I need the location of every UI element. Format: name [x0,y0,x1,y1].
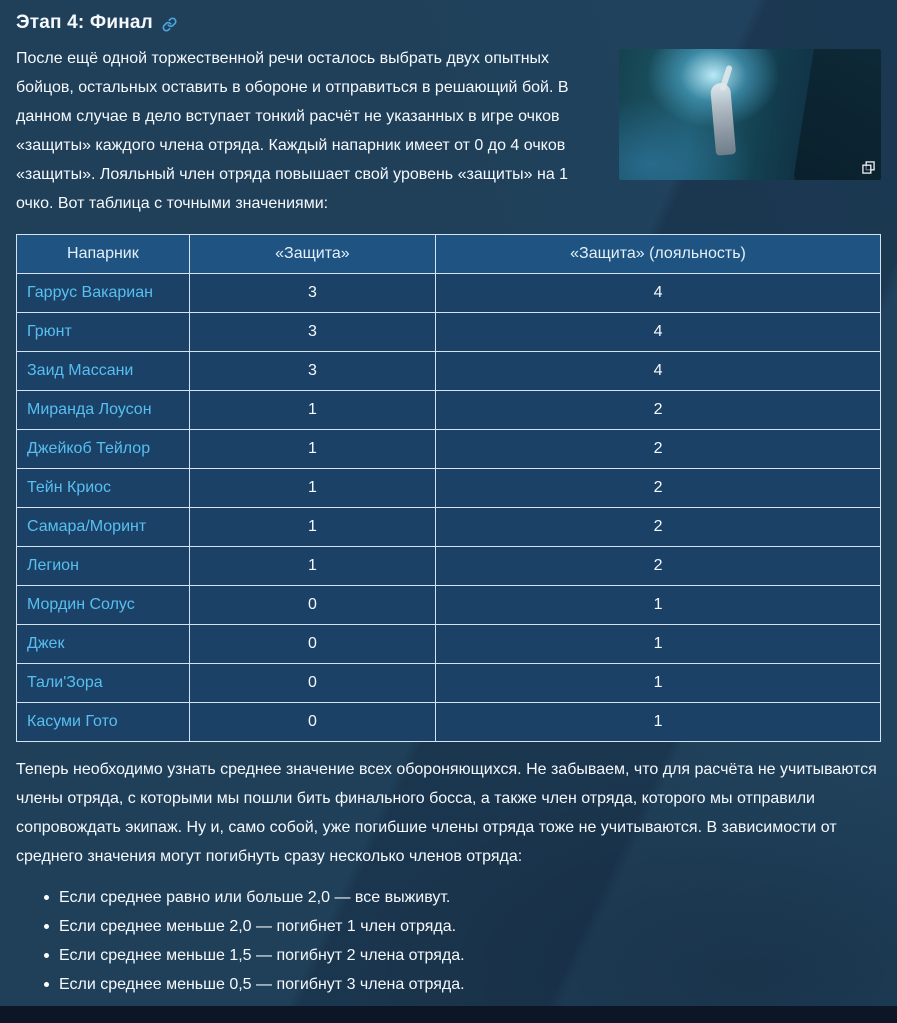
expand-icon[interactable] [862,161,875,174]
companion-link[interactable]: Миранда Лоусон [27,401,152,418]
defense-value: 1 [189,430,435,469]
defense-table-wrapper [16,228,881,742]
list-item [44,976,881,994]
table-row [17,352,881,391]
defense-value: 3 [189,313,435,352]
defense-loyalty-value: 2 [436,391,881,430]
companion-cell [17,313,190,352]
companion-link[interactable]: Джейкоб Тейлор [27,440,151,457]
list-item [44,918,881,936]
companion-link[interactable]: Грюнт [27,323,72,340]
defense-loyalty-value: 4 [436,274,881,313]
footer-bar [0,1006,897,1023]
companion-cell [17,703,190,742]
defense-loyalty-value: 4 [436,313,881,352]
anchor-link-icon[interactable] [162,17,177,32]
defense-loyalty-value: 1 [436,703,881,742]
defense-value: 3 [189,352,435,391]
table-row [17,703,881,742]
defense-loyalty-value: 2 [436,547,881,586]
table-row [17,547,881,586]
companion-link[interactable]: Тейн Криос [27,479,112,496]
bullet-text: Если среднее меньше 1,5 — погибнут 2 члена отряда. [59,947,465,964]
companion-link[interactable]: Мордин Солус [27,596,135,613]
companion-cell [17,352,190,391]
defense-value: 1 [189,547,435,586]
table-row [17,469,881,508]
defense-loyalty-value: 2 [436,430,881,469]
companion-link[interactable]: Самара/Моринт [27,518,147,535]
bullet-text: Если среднее меньше 0,5 — погибнут 3 члена отряда. [59,976,465,993]
companion-link[interactable]: Тали'Зора [27,674,103,691]
defense-value: 1 [189,469,435,508]
companion-cell [17,586,190,625]
character-silhouette [710,82,736,155]
companion-link[interactable]: Джек [27,635,65,652]
defense-loyalty-value: 2 [436,469,881,508]
defense-loyalty-value: 1 [436,664,881,703]
companion-cell [17,469,190,508]
column-header-defense: «Защита» [189,235,435,274]
table-row [17,430,881,469]
companion-cell [17,430,190,469]
companion-cell [17,274,190,313]
defense-loyalty-value: 1 [436,586,881,625]
defense-value: 3 [189,274,435,313]
list-item [44,889,881,907]
table-row [17,274,881,313]
companion-cell [17,547,190,586]
companion-link[interactable]: Легион [27,557,79,574]
bullet-text: Если среднее меньше 2,0 — погибнет 1 член отряда. [59,918,457,935]
defense-value: 1 [189,508,435,547]
table-row [17,313,881,352]
defense-value: 1 [189,391,435,430]
companion-cell [17,664,190,703]
table-row [17,391,881,430]
companion-link[interactable]: Касуми Гото [27,713,118,730]
table-row [17,664,881,703]
companion-cell [17,508,190,547]
list-item [44,947,881,965]
table-row [17,625,881,664]
defense-table [16,234,881,742]
outcome-rules-list [16,889,881,1023]
column-header-defense-loyalty: «Защита» (лояльность) [436,235,881,274]
companion-cell [17,391,190,430]
defense-value: 0 [189,703,435,742]
page-title: Этап 4: Финал [16,12,153,33]
defense-loyalty-value: 1 [436,625,881,664]
bullet-text: Если среднее равно или больше 2,0 — все выживут. [59,889,451,906]
companion-cell [17,625,190,664]
defense-loyalty-value: 4 [436,352,881,391]
companion-link[interactable]: Гаррус Вакариан [27,284,153,301]
companion-link[interactable]: Заид Массани [27,362,134,379]
table-row [17,586,881,625]
defense-value: 0 [189,664,435,703]
defense-value: 0 [189,586,435,625]
table-row [17,508,881,547]
column-header-companion: Напарник [17,235,190,274]
section-heading [16,12,881,34]
defense-value: 0 [189,625,435,664]
table-header-row [17,235,881,274]
article-image[interactable] [619,49,881,180]
defense-loyalty-value: 2 [436,508,881,547]
intro-paragraph: После ещё одной торжественной речи осталось выбрать двух опытных бойцов, остальных оставить в обороне и отправиться в решающий бой. В данном случае в дело вступает тонкий расчёт не указанных в игре очков «защиты» каждого члена отряда. Каждый напарник имеет от 0 до 4 очков «защиты». Лояльный член отряда повышает свой уровень «защиты» на 1 очко. Вот таблица с точными значениями: [16,50,569,212]
after-table-paragraph: Теперь необходимо узнать среднее значение всех обороняющихся. Не забываем, что для расчёта не учитываются члены отряда, с которыми мы пошли бить финального босса, а также член отряда, которого мы отправили сопровождать экипаж. Ну и, само собой, уже погибшие члены отряда тоже не учитываются. В зависимости от среднего значения могут погибнуть сразу несколько членов отряда: [16,761,877,865]
